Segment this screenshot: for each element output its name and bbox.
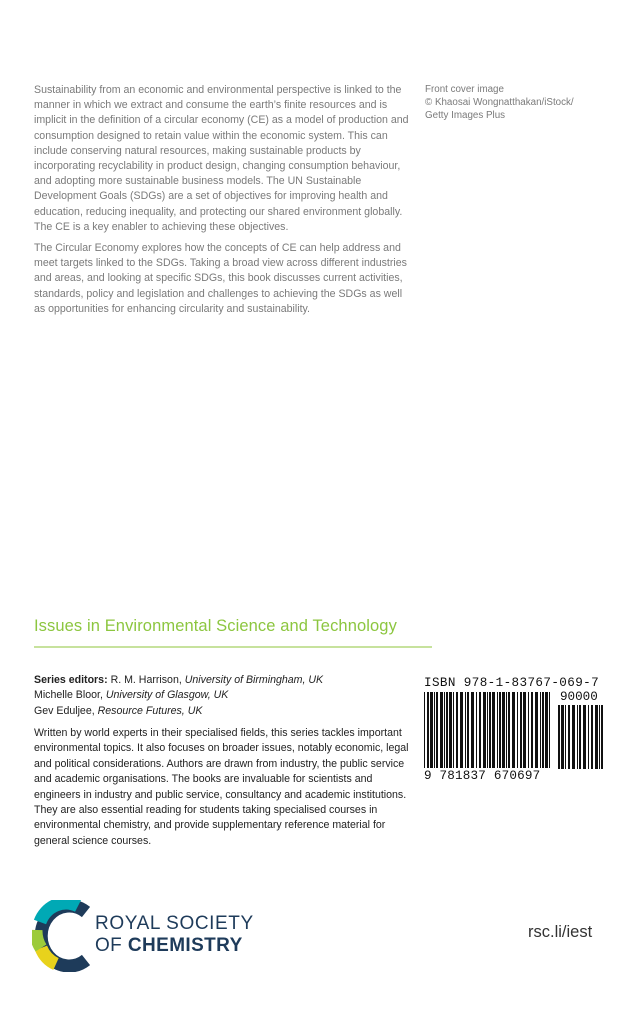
series-url: rsc.li/iest xyxy=(528,923,593,941)
barcode-bar xyxy=(471,692,474,768)
barcode-bar xyxy=(497,692,498,768)
logo-line-2 xyxy=(95,935,254,957)
editor-1-name: R. M. Harrison, xyxy=(110,674,182,686)
barcode-digits: 9 781837 670697 xyxy=(424,769,541,783)
barcode-bar xyxy=(453,692,454,768)
cover-image-credit xyxy=(425,83,615,123)
barcode-bar xyxy=(467,692,469,768)
rsc-logo-icon xyxy=(32,900,94,972)
barcode-bar xyxy=(508,692,510,768)
barcode-bar xyxy=(430,692,433,768)
logo-line-1: ROYAL SOCIETY xyxy=(95,913,254,934)
barcode-bar xyxy=(558,705,560,769)
barcode-bar xyxy=(487,692,488,768)
barcode-bar xyxy=(579,705,581,769)
barcode-bar xyxy=(561,705,564,769)
barcode-bar xyxy=(440,692,443,768)
credit-line-2: © Khaosai Wongnatthakan/iStock/ xyxy=(425,97,574,109)
barcode-bar xyxy=(436,692,438,768)
barcode-bar xyxy=(499,692,501,768)
barcode-bar xyxy=(465,692,466,768)
blurb-paragraph-2: The Circular Economy explores how the concepts of CE can help address and meet targets linked to the SDGs. Taking a broad view across different industries and areas, and looking at specific SDGs, this book discusses current activities, standards, policy and legislation and challenges to achieving the SDGs as well as opportunities for enhancing circularity and sustainability. xyxy=(34,242,407,315)
barcode-bar xyxy=(506,692,507,768)
editor-3-affiliation: Resource Futures, UK xyxy=(97,704,203,717)
barcode-bar xyxy=(517,692,518,768)
series-title: Issues in Environmental Science and Technology xyxy=(34,617,397,635)
barcode-bar xyxy=(528,692,529,768)
barcode-bar xyxy=(502,692,505,768)
barcode-bar xyxy=(483,692,486,768)
barcode-bar xyxy=(520,692,522,768)
rsc-logo-wordmark xyxy=(95,913,254,957)
series-divider xyxy=(34,646,432,648)
barcode-bar xyxy=(549,692,550,768)
barcode-bar xyxy=(444,692,445,768)
editor-line-2 xyxy=(34,688,414,703)
barcode-bar xyxy=(523,692,526,768)
isbn-label: ISBN 978-1-83767-069-7 xyxy=(424,676,600,690)
barcode-bar xyxy=(601,705,603,769)
editor-1-affiliation: University of Birmingham, UK xyxy=(184,674,324,686)
back-cover-blurb xyxy=(34,83,410,323)
barcode-bar xyxy=(479,692,481,768)
barcode-bar xyxy=(434,692,435,768)
barcode-bar xyxy=(595,705,598,769)
barcode-bar xyxy=(446,692,448,768)
barcode-bar xyxy=(591,705,593,769)
logo-of: OF xyxy=(95,935,123,956)
barcode-bar xyxy=(492,692,495,768)
editor-3-name: Gev Eduljee, xyxy=(34,704,95,717)
isbn-barcode xyxy=(424,692,552,770)
series-editors xyxy=(34,673,414,719)
barcode-bar xyxy=(599,705,600,769)
editors-label: Series editors: xyxy=(34,674,108,686)
barcode-bar xyxy=(542,692,544,768)
barcode-bar xyxy=(460,692,463,768)
editor-line-3 xyxy=(34,704,414,719)
barcode-bar xyxy=(427,692,429,768)
barcode-bar xyxy=(588,705,589,769)
editor-2-affiliation: University of Glasgow, UK xyxy=(105,689,229,702)
editor-2-name: Michelle Bloor, xyxy=(34,689,103,702)
price-addon-barcode xyxy=(558,705,604,770)
barcode-bar xyxy=(565,705,566,769)
barcode-bar xyxy=(512,692,515,768)
barcode-bar xyxy=(531,692,533,768)
logo-chemistry: CHEMISTRY xyxy=(127,935,243,956)
barcode-bar xyxy=(489,692,491,768)
barcode-bar xyxy=(424,692,425,768)
barcode-bar xyxy=(545,692,548,768)
credit-line-1: Front cover image xyxy=(425,84,504,95)
barcode-bar xyxy=(535,692,538,768)
barcode-bar xyxy=(572,705,575,769)
barcode-bar xyxy=(568,705,570,769)
barcode-bar xyxy=(456,692,458,768)
credit-line-3: Getty Images Plus xyxy=(425,110,506,122)
series-description: Written by world experts in their specialised fields, this series tackles important environmental topics. It also focuses on broader issues, notably economic, legal and political considerations. Authors are drawn from industry, the public service and academic organisations. The books are invaluable for scientists and engineers in industry and public service, consultancy and academic institutions. They are also essential reading for students taking specialised courses in environmental chemistry, and provide supplementary reference material for general science courses. xyxy=(34,727,409,847)
barcode-bar xyxy=(540,692,541,768)
barcode-bar xyxy=(476,692,477,768)
blurb-paragraph-1: Sustainability from an economic and environmental perspective is linked to the manner in which we extract and consume the earth’s finite resources and is implicit in the definition of a circular economy (CE) as a model of production and consumption designed to retain value within the economic system. This can include conserving natural resources, making sustainable products by incorporating recyclability in product design, changing consumption behaviour, and adopting more sustainable business models. The UN Sustainable Development Goals (SDGs) are a set of objectives for improving health and education, reducing inequality, and protecting our shared environment globally. The CE is a key enabler to achieving these objectives. xyxy=(34,84,409,233)
editor-line-1 xyxy=(34,673,414,688)
barcode-addon-digits: 90000 xyxy=(560,690,598,704)
barcode-bar xyxy=(577,705,578,769)
barcode-bar xyxy=(583,705,586,769)
barcode-bar xyxy=(449,692,452,768)
